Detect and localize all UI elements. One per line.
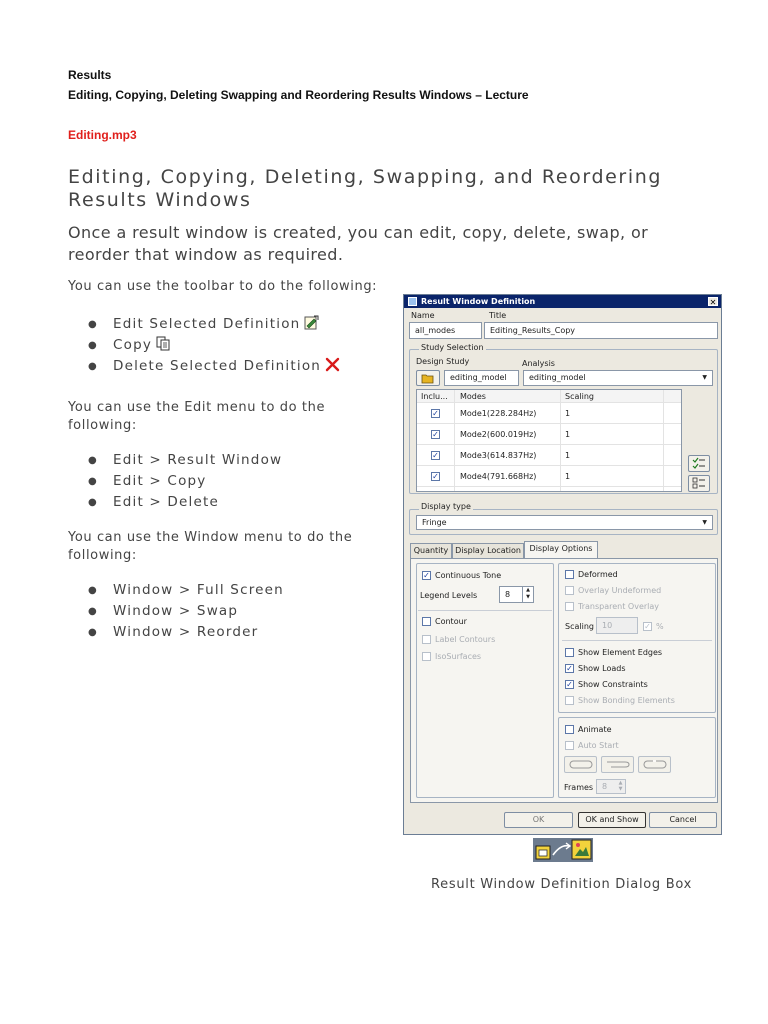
table-row[interactable] bbox=[417, 403, 681, 424]
window-icon bbox=[408, 297, 417, 306]
folder-icon bbox=[421, 373, 435, 384]
name-label: Name bbox=[411, 311, 435, 320]
column-header-modes[interactable]: Modes bbox=[460, 392, 486, 401]
scaling-label: Scaling bbox=[565, 622, 594, 631]
reverse-loop-icon bbox=[605, 759, 631, 770]
show-bonding-elements-checkbox[interactable] bbox=[565, 696, 574, 705]
mode-cell: Mode1(228.284Hz) bbox=[460, 409, 537, 418]
check-list-icon bbox=[692, 457, 706, 470]
continuous-tone-label: Continuous Tone bbox=[435, 571, 502, 580]
toolbar-lead: You can use the toolbar to do the following: bbox=[68, 279, 378, 294]
tab-quantity[interactable]: Quantity bbox=[410, 543, 452, 558]
animate-label: Animate bbox=[578, 725, 612, 734]
close-icon[interactable]: ✕ bbox=[709, 298, 717, 307]
list-item: ● Copy bbox=[88, 335, 340, 356]
copy-icon bbox=[156, 336, 171, 351]
auto-start-label: Auto Start bbox=[578, 741, 619, 750]
show-bonding-elements-label: Show Bonding Elements bbox=[578, 696, 675, 705]
loop-icon bbox=[568, 759, 594, 770]
audio-link[interactable]: Editing.mp3 bbox=[68, 128, 137, 142]
transparent-overlay-checkbox[interactable] bbox=[565, 602, 574, 611]
list-item: ● Window > Reorder bbox=[88, 624, 259, 640]
display-type-select[interactable]: Fringe ▼ bbox=[416, 515, 713, 530]
cycle-loop-button[interactable] bbox=[638, 756, 671, 773]
list-item-label: Delete Selected Definition bbox=[113, 358, 322, 374]
modes-table bbox=[416, 389, 682, 492]
lecture-subtitle: Editing, Copying, Deleting Swapping and Reordering Results Windows – Lecture bbox=[68, 88, 529, 102]
list-item: ● Edit Selected Definition bbox=[88, 314, 340, 335]
study-selection-label: Study Selection bbox=[421, 343, 484, 352]
list-item-label: Copy bbox=[113, 337, 153, 353]
show-element-edges-label: Show Element Edges bbox=[578, 648, 663, 657]
dialog-titlebar bbox=[404, 295, 721, 308]
transparent-overlay-label: Transparent Overlay bbox=[578, 602, 660, 611]
scaling-percent-checkbox[interactable]: ✓ bbox=[644, 622, 651, 631]
continuous-tone-checkbox[interactable]: ✓ bbox=[423, 571, 430, 580]
chevron-down-icon: ▼ bbox=[702, 519, 707, 526]
legend-levels-label: Legend Levels bbox=[420, 591, 478, 600]
frames-label: Frames bbox=[564, 783, 594, 792]
table-header-row bbox=[417, 390, 681, 403]
title-label: Title bbox=[489, 311, 507, 320]
ok-button[interactable]: OK bbox=[504, 812, 573, 828]
window-menu-list bbox=[88, 580, 284, 643]
mode-cell: Mode4(791.668Hz) bbox=[460, 472, 537, 481]
swap-windows-icon[interactable] bbox=[533, 838, 593, 862]
cancel-button[interactable]: Cancel bbox=[649, 812, 717, 828]
scaling-input[interactable]: 10 bbox=[596, 617, 638, 634]
frames-stepper[interactable]: 8 ▲ ▼ bbox=[596, 779, 626, 794]
table-row[interactable] bbox=[417, 445, 681, 466]
dialog-title: Result Window Definition bbox=[421, 297, 536, 306]
isosurfaces-checkbox[interactable] bbox=[422, 652, 431, 661]
list-item: ● Edit > Delete bbox=[88, 494, 219, 510]
column-header-scaling[interactable]: Scaling bbox=[565, 392, 594, 401]
show-element-edges-checkbox[interactable] bbox=[565, 648, 574, 657]
label-contours-label: Label Contours bbox=[435, 635, 496, 644]
percent-label: % bbox=[656, 622, 664, 631]
analysis-label: Analysis bbox=[522, 359, 555, 368]
legend-levels-stepper[interactable]: 8 ▲ ▼ bbox=[499, 586, 534, 603]
list-item: ● Edit > Result Window bbox=[88, 452, 283, 468]
list-item: ● Edit > Copy bbox=[88, 473, 207, 489]
show-loads-checkbox[interactable]: ✓ bbox=[566, 664, 573, 673]
mode-cell: Mode2(600.019Hz) bbox=[460, 430, 537, 439]
scaling-cell[interactable]: 1 bbox=[565, 409, 571, 418]
table-row[interactable] bbox=[417, 424, 681, 445]
animate-checkbox[interactable] bbox=[565, 725, 574, 734]
column-header-include[interactable]: Inclu... bbox=[421, 392, 448, 401]
label-contours-checkbox[interactable] bbox=[422, 635, 431, 644]
scaling-cell[interactable]: 1 bbox=[565, 430, 571, 439]
spinner-arrows-icon[interactable]: ▲ ▼ bbox=[618, 780, 623, 792]
window-menu-lead: You can use the Window menu to do the following: bbox=[68, 530, 353, 563]
reverse-loop-button[interactable] bbox=[601, 756, 634, 773]
section-title: Results bbox=[68, 68, 112, 82]
chevron-down-icon: ▼ bbox=[702, 374, 707, 381]
list-item: ● Window > Swap bbox=[88, 603, 239, 619]
deselect-all-button[interactable] bbox=[688, 475, 710, 492]
list-item-label: Edit Selected Definition bbox=[113, 316, 301, 332]
isosurfaces-label: IsoSurfaces bbox=[435, 652, 482, 661]
include-checkbox[interactable]: ✓ bbox=[432, 409, 439, 418]
design-study-label: Design Study bbox=[416, 357, 470, 366]
deformed-label: Deformed bbox=[578, 570, 618, 579]
select-all-button[interactable] bbox=[688, 455, 710, 472]
edit-definition-icon bbox=[304, 315, 319, 330]
list-item: ● Window > Full Screen bbox=[88, 582, 284, 598]
show-constraints-label: Show Constraints bbox=[578, 680, 648, 689]
intro-paragraph: Once a result window is created, you can edit, copy, delete, swap, or reorder that window as required. bbox=[68, 223, 649, 264]
delete-x-icon bbox=[325, 357, 340, 372]
cycle-icon bbox=[642, 759, 668, 770]
mode-cell: Mode3(614.837Hz) bbox=[460, 451, 537, 460]
scaling-cell[interactable]: 1 bbox=[565, 451, 571, 460]
title-input[interactable]: Editing_Results_Copy bbox=[484, 322, 718, 339]
figure-caption: Result Window Definition Dialog Box bbox=[431, 877, 692, 892]
auto-start-checkbox[interactable] bbox=[565, 741, 574, 750]
analysis-select[interactable]: editing_model ▼ bbox=[523, 370, 713, 386]
design-study-field[interactable]: editing_model bbox=[444, 370, 519, 386]
list-item: ● Delete Selected Definition bbox=[88, 356, 340, 377]
edit-menu-lead: You can use the Edit menu to do the following: bbox=[68, 400, 326, 433]
loop-forward-button[interactable] bbox=[564, 756, 597, 773]
page-title: Editing, Copying, Deleting, Swapping, and Reordering Results Windows bbox=[68, 166, 663, 211]
tab-display-location[interactable]: Display Location bbox=[452, 543, 524, 558]
ok-and-show-button[interactable]: OK and Show bbox=[578, 812, 646, 828]
display-type-label: Display type bbox=[421, 502, 471, 511]
scaling-cell[interactable]: 1 bbox=[565, 472, 571, 481]
include-checkbox[interactable]: ✓ bbox=[432, 430, 439, 439]
swap-icon-strip bbox=[533, 838, 593, 862]
show-loads-label: Show Loads bbox=[578, 664, 626, 673]
contour-label: Contour bbox=[435, 617, 467, 626]
table-row[interactable] bbox=[417, 466, 681, 487]
name-input[interactable]: all_modes bbox=[409, 322, 482, 339]
toolbar-list bbox=[88, 314, 340, 377]
overlay-undeformed-label: Overlay Undeformed bbox=[578, 586, 662, 595]
overlay-undeformed-checkbox[interactable] bbox=[565, 586, 574, 595]
spinner-arrows-icon[interactable]: ▲ ▼ bbox=[522, 587, 533, 602]
open-study-button[interactable] bbox=[416, 370, 440, 386]
include-checkbox[interactable]: ✓ bbox=[432, 472, 439, 481]
edit-menu-list bbox=[88, 450, 282, 513]
show-constraints-checkbox[interactable]: ✓ bbox=[566, 680, 573, 689]
result-window-definition-dialog bbox=[403, 294, 722, 835]
contour-checkbox[interactable] bbox=[422, 617, 431, 626]
include-checkbox[interactable]: ✓ bbox=[432, 451, 439, 460]
tab-display-options[interactable]: Display Options bbox=[524, 541, 598, 559]
uncheck-list-icon bbox=[692, 477, 706, 490]
deformed-checkbox[interactable] bbox=[565, 570, 574, 579]
